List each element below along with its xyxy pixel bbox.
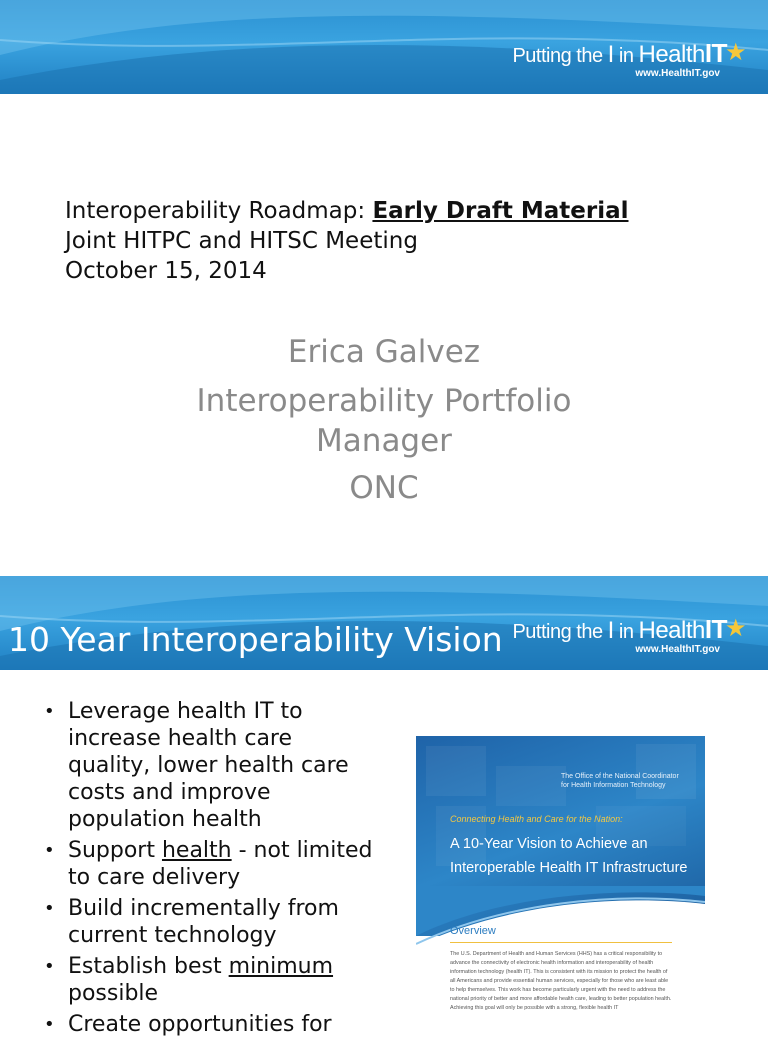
document-kicker: Connecting Health and Care for the Nation:: [450, 814, 623, 824]
slide1-title-block: [65, 196, 629, 286]
bullet-item: • Establish best minimum possible: [44, 953, 374, 1007]
date-line: October 15, 2014: [65, 258, 267, 284]
presenter-name: Erica Galvez: [287, 334, 481, 370]
overview-divider: [450, 942, 672, 943]
overview-heading: Overview: [450, 925, 496, 937]
presenter-role: Interoperability Portfolio Manager: [196, 383, 572, 459]
healthit-logo: Putting the I in HealthIT★ www.HealthIT.gov: [512, 614, 746, 655]
healthit-logo: Putting the I in HealthIT★ www.HealthIT.gov: [512, 38, 746, 79]
document-title: A 10-Year Vision to Achieve an Interoperable Health IT Infrastructure: [450, 836, 688, 876]
brand-url: www.HealthIT.gov: [635, 68, 720, 79]
draft-emphasis: Early Draft Material: [372, 198, 629, 224]
slide1-header-banner: [0, 0, 768, 94]
vision-bullet-list: [44, 698, 374, 1042]
presenter-org: ONC: [349, 470, 419, 506]
overview-body: The U.S. Department of Health and Human Services (HHS) has a critical responsibility to advance the connectivity of electronic health information and interoperability of health information technology (health IT). This is consistent with its mission to protect the health of all Americans and provide essential human services, especially for those who are least able to help themselves. This work has become particularly urgent with the need to address the national priority of better and more affordable health care, leading to better population health. Achieving this goal will only be possible with a strong, flexible health IT: [450, 951, 672, 1011]
bullet-item: • Support health - not limited to care delivery: [44, 837, 374, 891]
roadmap-line: Interoperability Roadmap: Early Draft Material: [65, 198, 629, 224]
cover-curve: [416, 886, 705, 946]
slide2-title: 10 Year Interoperability Vision: [8, 620, 503, 659]
brand-url: www.HealthIT.gov: [635, 644, 720, 655]
bullet-item: • Leverage health IT to increase health care quality, lower health care costs and improve population health: [44, 698, 374, 833]
meeting-line: Joint HITPC and HITSC Meeting: [65, 228, 418, 254]
star-icon: ★: [724, 39, 746, 66]
bullet-item: • Build incrementally from current technology: [44, 895, 374, 949]
document-org: The Office of the National Coordinator for Health Information Technology: [561, 773, 679, 789]
bullet-item: • Create opportunities for: [44, 1011, 374, 1038]
vision-document-cover: [416, 736, 705, 1024]
star-icon: ★: [724, 615, 746, 642]
